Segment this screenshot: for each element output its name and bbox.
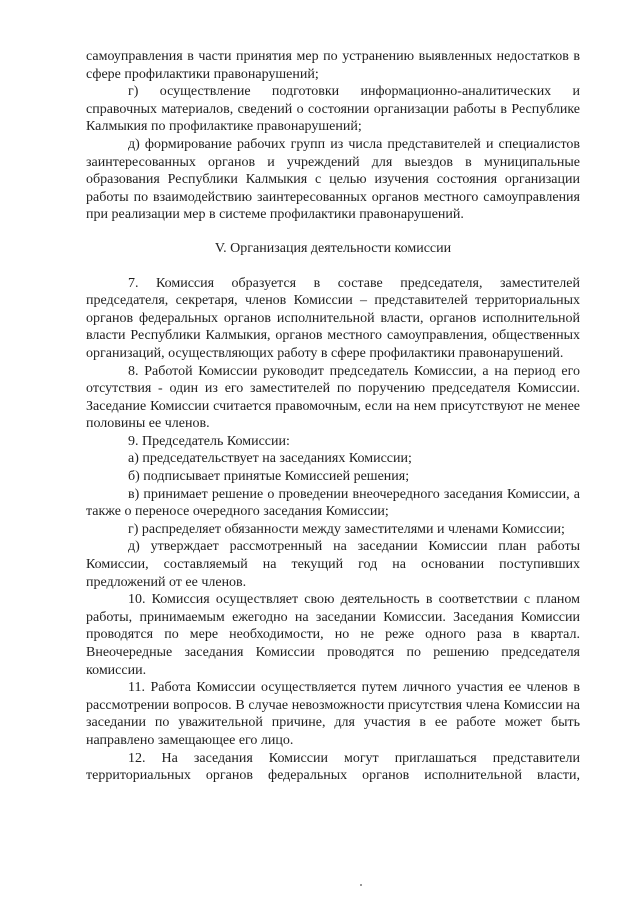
paragraph-9-d: д) утверждает рассмотренный на заседании Комиссии план работы Комиссии, составляемый на текущий год на основании поступивших предложений от ее членов. xyxy=(86,539,580,590)
paragraph-12: 12. На заседания Комиссии могут приглашаться представители территориальных органов федеральных органов исполнительной власти, xyxy=(86,750,580,784)
paragraph-10: 10. Комиссия осуществляет свою деятельность в соответствии с планом работы, принимаемым ежегодно на заседании Комиссии. Заседания Комиссии проводятся по мере необходимости, но не реже одного раза в квартал. Внеочередные заседания Комиссии проводятся по решению председателя комиссии. xyxy=(86,592,580,678)
paragraph-item-d: д) формирование рабочих групп из числа представителей и специалистов заинтересованных органов и учреждений для выездов в муниципальные образования Республики Калмыкия с целью изучения состояния организации работы по взаимодействию заинтересованных органов местного самоуправления при реализации мер в системе профилактики правонарушений. xyxy=(86,136,580,223)
paragraph-9: 9. Председатель Комиссии: xyxy=(128,433,290,449)
paragraph-9-a: а) председательствует на заседаниях Комиссии; xyxy=(128,451,412,467)
section-title: V. Организация деятельности комиссии xyxy=(214,240,452,256)
paragraph-7: 7. Комиссия образуется в составе председателя, заместителей председателя, секретаря, членов Комиссии – представителей территориальных органов федеральных органов исполнительной власти, органов исполнительной власти Республики Калмыкия, органов местного самоуправления, общественных организаций, осуществляющих работу в сфере профилактики правонарушений. xyxy=(86,275,580,361)
document-page xyxy=(86,48,580,785)
paragraph-8: 8. Работой Комиссии руководит председатель Комиссии, а на период его отсутствия - один из его заместителей по поручению председателя Комиссии. Заседание Комиссии считается правомочным, если на нем присутствуют не менее половины ее членов. xyxy=(86,363,580,432)
scan-speck xyxy=(360,884,362,886)
paragraph-item-g: г) осуществление подготовки информационно-аналитических и справочных материалов, сведений о состоянии организации работы в Республике Калмыкия по профилактике правонарушений; xyxy=(86,84,580,135)
paragraph-9-b: б) подписывает принятые Комиссией решения; xyxy=(128,469,410,485)
paragraph-11: 11. Работа Комиссии осуществляется путем личного участия ее членов в рассмотрении вопросов. В случае невозможности присутствия члена Комиссии на заседании по уважительной причине, для участия в ее работе может быть направлено замещающее его лицо. xyxy=(86,680,580,748)
paragraph-continuation: самоуправления в части принятия мер по устранению выявленных недостатков в сфере профилактики правонарушений; xyxy=(86,49,580,82)
paragraph-9-g: г) распределяет обязанности между заместителями и членами Комиссии; xyxy=(128,521,565,537)
paragraph-9-v: в) принимает решение о проведении внеочередного заседания Комиссии, а также о переносе очередного заседания Комиссии; xyxy=(86,486,580,520)
